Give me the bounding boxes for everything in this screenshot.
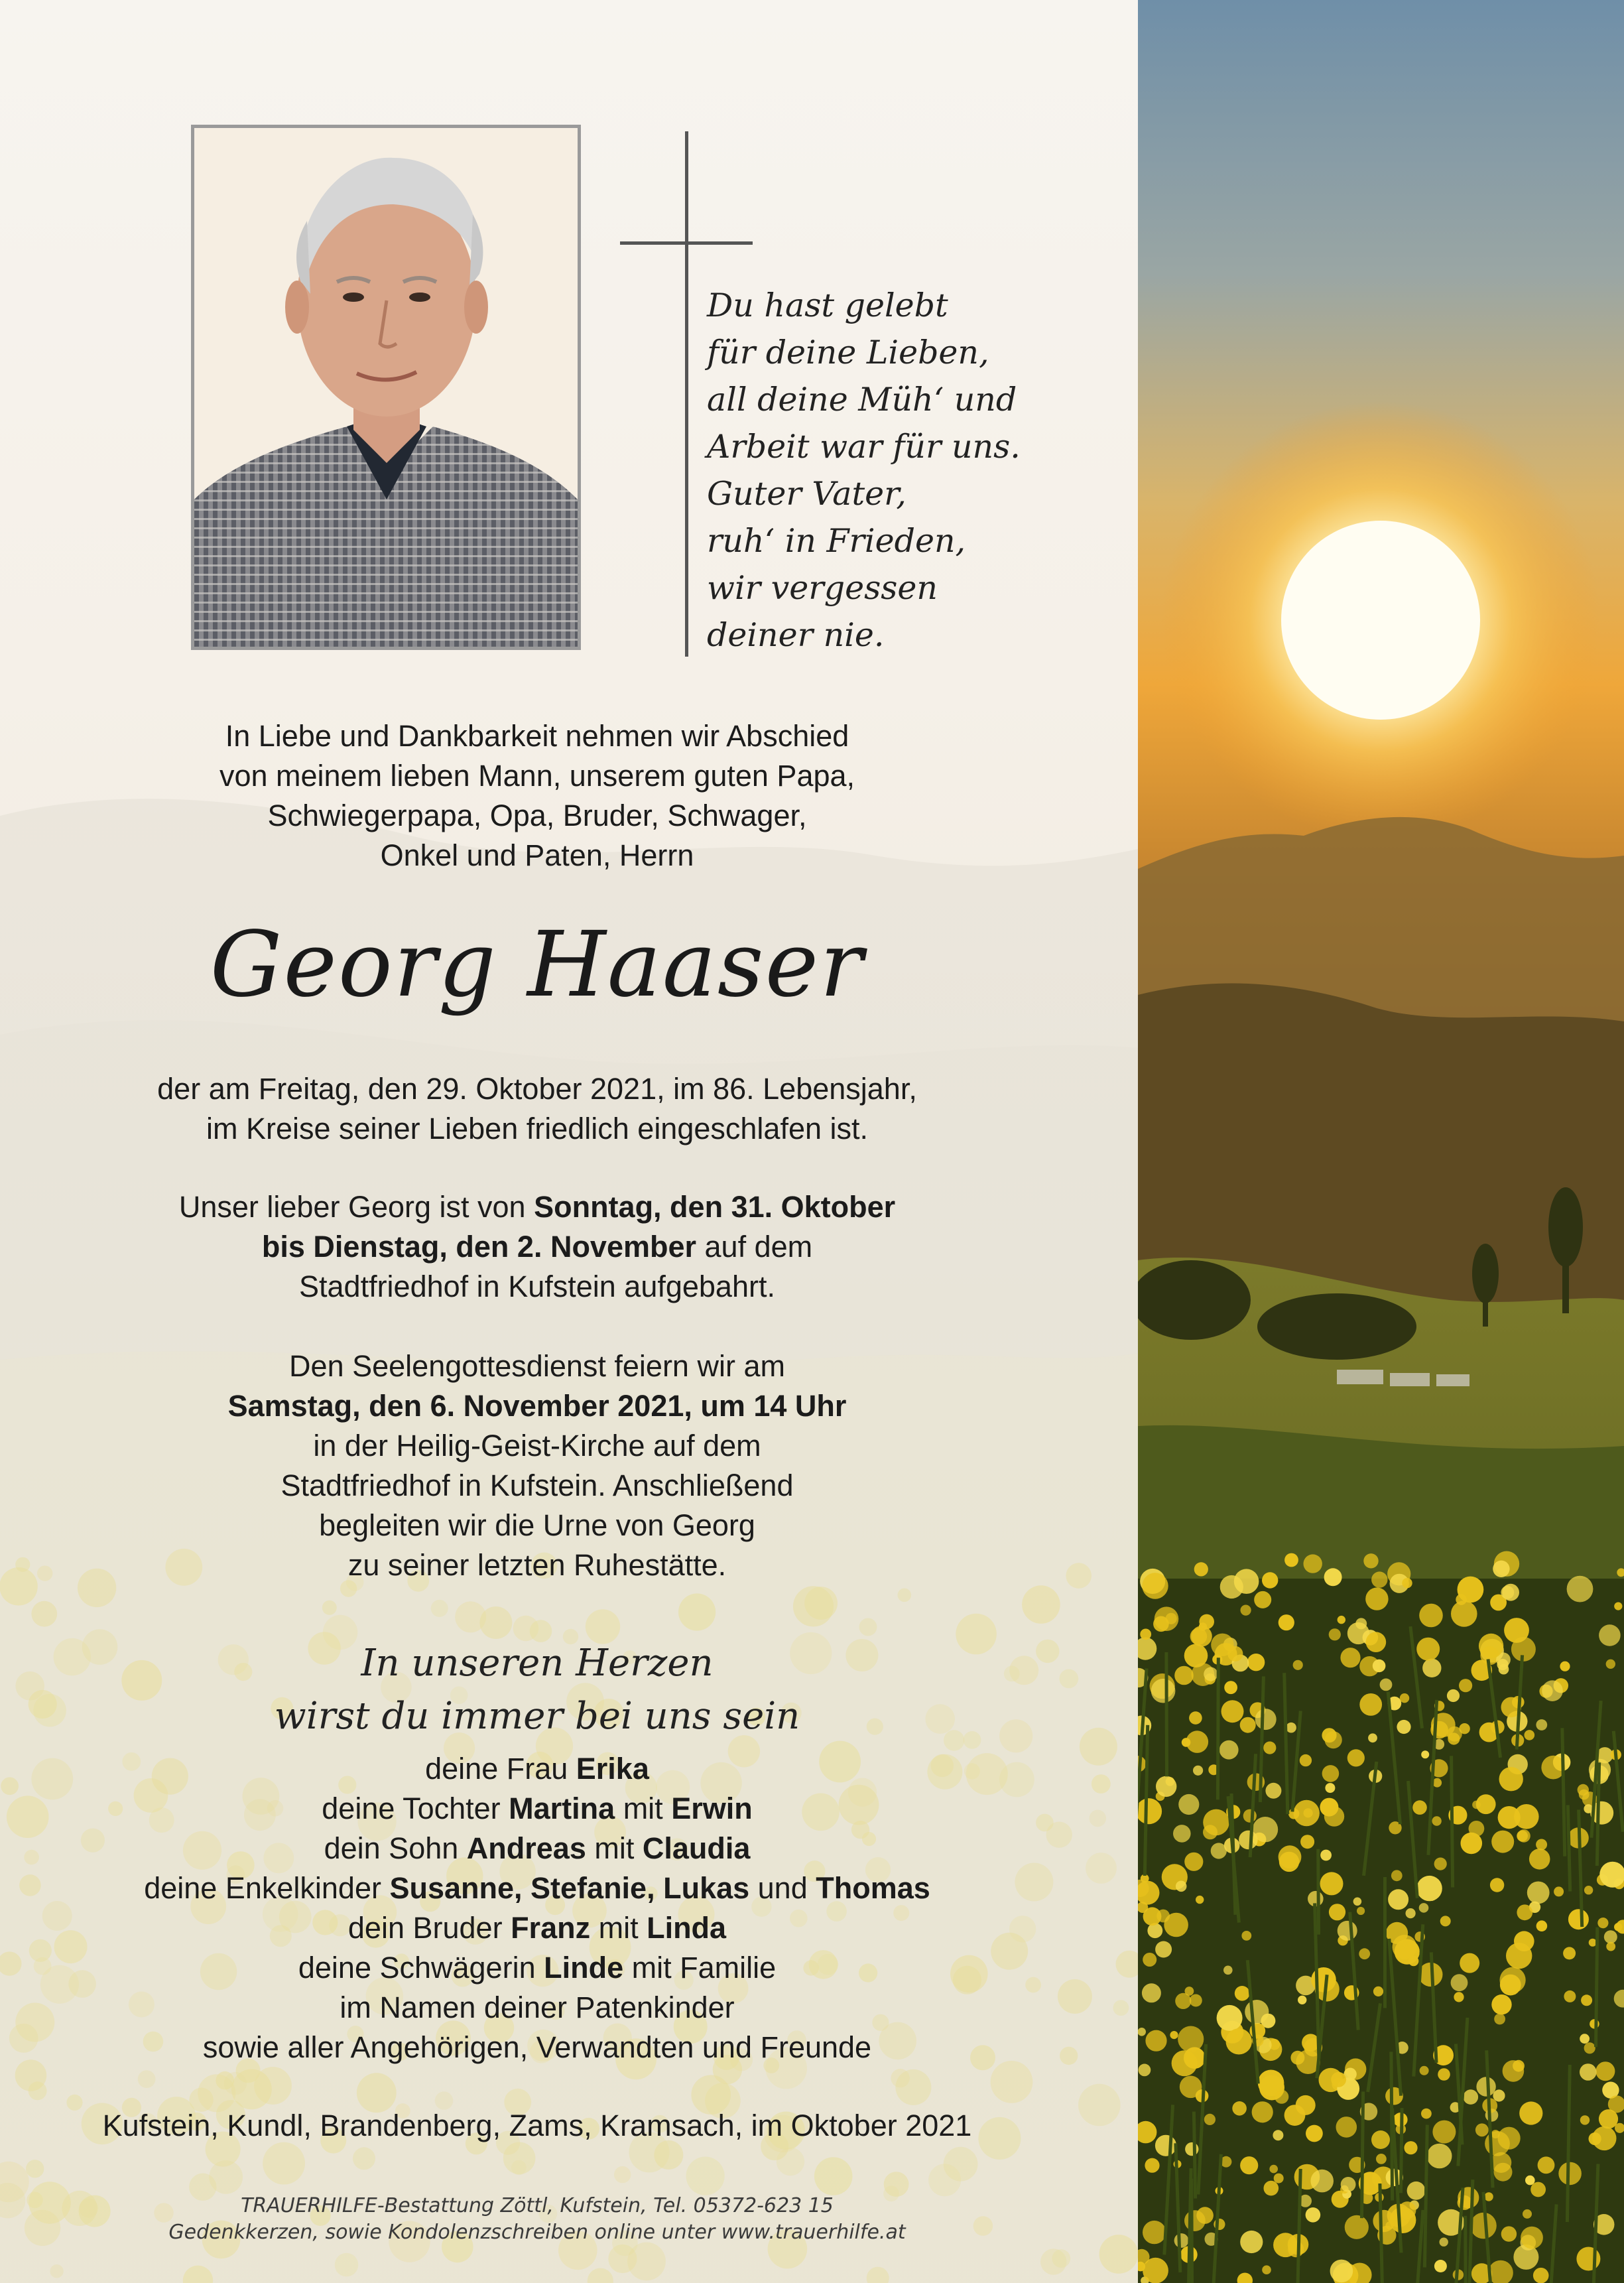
laid-date-start: Sonntag, den 31. Oktober [534, 1190, 896, 1224]
mourner-name: Erika [576, 1752, 649, 1786]
intro-line: Schwiegerpapa, Opa, Bruder, Schwager, [267, 799, 807, 832]
poem-line: all deine Müh‘ und [707, 381, 1017, 419]
death-line: im Kreise seiner Lieben friedlich eingeschlafen ist. [206, 1112, 869, 1145]
portrait-photo [191, 125, 581, 650]
mourner-row [40, 1829, 1034, 1868]
deceased-name: Georg Haaser [210, 913, 865, 1017]
poem-line: Du hast gelebt [707, 287, 948, 324]
mourner-row: sowie aller Angehörigen, Verwandten und Freunde [202, 2030, 872, 2064]
place-and-date: Kufstein, Kundl, Brandenberg, Zams, Kramsach, im Oktober 2021 [102, 2109, 972, 2142]
laid-text: auf dem [696, 1230, 813, 1264]
mourner-row [40, 1908, 1034, 1948]
mourner-connector: mit Familie [623, 1951, 777, 1985]
mourner-name: Thomas [816, 1871, 930, 1905]
memorial-motto [40, 1637, 1034, 1743]
motto-line: In unseren Herzen [361, 1642, 714, 1685]
mourner-row [40, 1789, 1034, 1829]
mourner-row [40, 1948, 1034, 1988]
poem-line: wir vergessen [707, 569, 938, 607]
death-notice [40, 1069, 1034, 1149]
mourner-row: im Namen deiner Patenkinder [340, 1990, 735, 2024]
sunset-photo [1138, 0, 1624, 2283]
intro-line: von meinem lieben Mann, unserem guten Papa, [219, 759, 855, 793]
intro-text [40, 716, 1034, 876]
mourner-name: Franz [511, 1911, 591, 1945]
mourner-relation: deine Tochter [322, 1792, 509, 1825]
footer-line: TRAUERHILFE-Bestattung Zöttl, Kufstein, Tel. 05372-623 15 [241, 2194, 834, 2217]
poem-line: Arbeit war für uns. [707, 428, 1021, 466]
mourner-relation: deine Frau [425, 1752, 576, 1786]
cross-horizontal-bar [620, 241, 753, 245]
mass-date-text: Samstag, den 6. November 2021, um 14 Uhr [227, 1389, 847, 1423]
mourner-connector: mit [590, 1911, 647, 1945]
mourner-name: Linda [647, 1911, 727, 1945]
laid-line-3: Stadtfriedhof in Kufstein aufgebahrt. [299, 1270, 775, 1303]
funeral-home-footer [40, 2193, 1034, 2246]
portrait-illustration [194, 128, 578, 647]
sunset-landscape [1138, 0, 1624, 2283]
mourner-name: Erwin [671, 1792, 753, 1825]
mass-date [40, 1386, 1034, 1426]
mass-line: begleiten wir die Urne von Georg [319, 1508, 755, 1542]
mourner-relation: dein Bruder [347, 1911, 511, 1945]
mourner-row [40, 1749, 1034, 1789]
mourner-name: Linde [544, 1951, 624, 1985]
mourner-name: Claudia [642, 1831, 751, 1865]
laid-text: Unser lieber Georg ist von [178, 1190, 534, 1224]
mourners-list [40, 1749, 1034, 2067]
mourner-connector: und [749, 1871, 816, 1905]
mourner-relation: deine Enkelkinder [144, 1871, 390, 1905]
mourner-relation: dein Sohn [324, 1831, 467, 1865]
laid-line-1 [40, 1187, 1034, 1227]
poem-line: deiner nie. [707, 616, 885, 654]
memorial-poem [707, 282, 1078, 659]
motto-line: wirst du immer bei uns sein [274, 1695, 800, 1738]
mourner-row [40, 1868, 1034, 1908]
mourner-connector: mit [586, 1831, 643, 1865]
laid-date-end: bis Dienstag, den 2. November [261, 1230, 697, 1264]
laid-line-2 [40, 1227, 1034, 1267]
intro-line: In Liebe und Dankbarkeit nehmen wir Abschied [225, 719, 849, 753]
mourner-name: Andreas [466, 1831, 586, 1865]
death-line: der am Freitag, den 29. Oktober 2021, im 86. Lebensjahr, [157, 1072, 917, 1106]
funeral-mass-notice [40, 1346, 1034, 1585]
poem-line: ruh‘ in Frieden, [707, 522, 966, 560]
poem-line: Guter Vater, [707, 475, 906, 513]
intro-line: Onkel und Paten, Herrn [380, 838, 694, 872]
mourner-name: Martina [509, 1792, 615, 1825]
cross-vertical-bar [685, 131, 688, 657]
mass-line: zu seiner letzten Ruhestätte. [347, 1548, 727, 1582]
mass-line: in der Heilig-Geist-Kirche auf dem [313, 1429, 761, 1463]
mass-line: Den Seelengottesdienst feiern wir am [289, 1349, 785, 1383]
mass-line: Stadtfriedhof in Kufstein. Anschließend [281, 1468, 794, 1502]
mourner-relation: deine Schwägerin [298, 1951, 544, 1985]
mourner-connector: mit [615, 1792, 672, 1825]
mourner-name: Susanne, Stefanie, Lukas [389, 1871, 750, 1905]
footer-line: Gedenkkerzen, sowie Kondolenzschreiben online unter www.trauerhilfe.at [168, 2221, 906, 2244]
poem-line: für deine Lieben, [707, 334, 989, 371]
lying-in-state-notice [40, 1187, 1034, 1307]
